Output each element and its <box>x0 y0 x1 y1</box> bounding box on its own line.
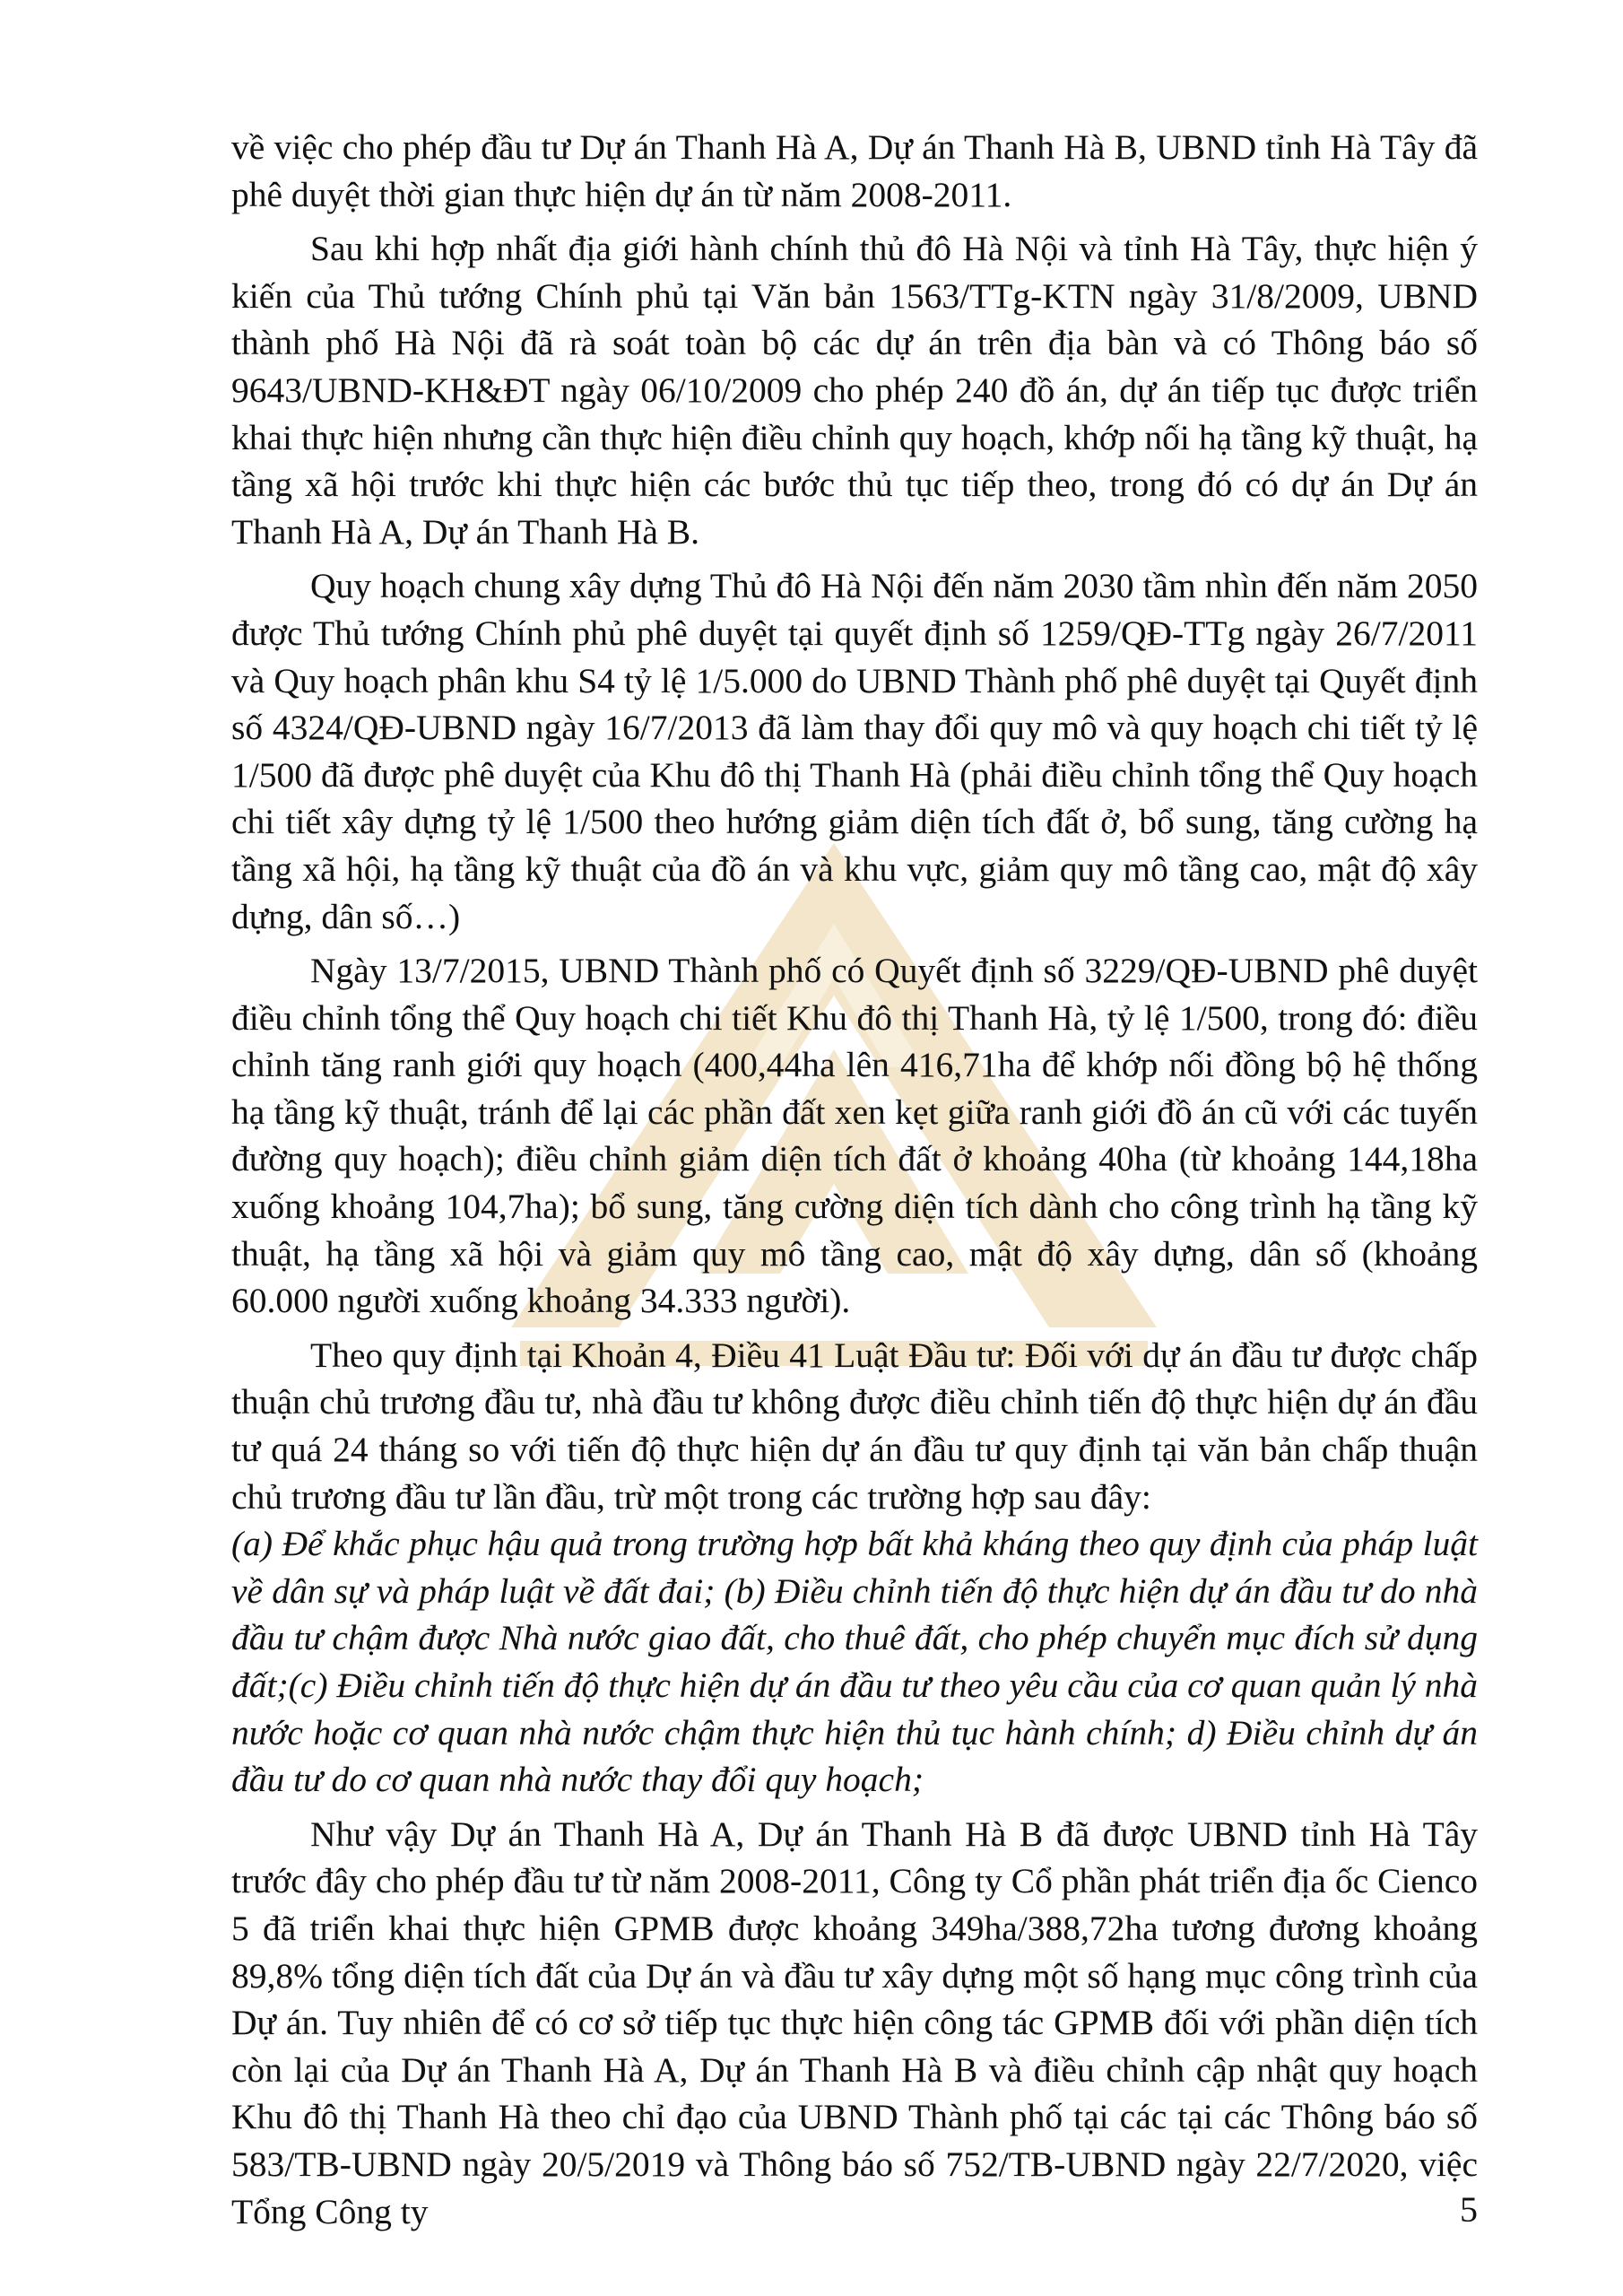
paragraph-3: Quy hoạch chung xây dựng Thủ đô Hà Nội đến năm 2030 tầm nhìn đến năm 2050 được Thủ tướng Chính phủ phê duyệt tại quyết định số 1259/QĐ-TTg ngày 26/7/2011 và Quy hoạch phân khu S4 tỷ lệ 1/5.000 do UBND Thành phố phê duyệt tại Quyết định số 4324/QĐ-UBND ngày 16/7/2013 đã làm thay đổi quy mô và quy hoạch chi tiết tỷ lệ 1/500 đã được phê duyệt của Khu đô thị Thanh Hà (phải điều chỉnh tổng thể Quy hoạch chi tiết xây dựng tỷ lệ 1/500 theo hướng giảm diện tích đất ở, bổ sung, tăng cường hạ tầng xã hội, hạ tầng kỹ thuật của đồ án và khu vực, giảm quy mô tầng cao, mật độ xây dựng, dân số…) <box>231 566 1478 936</box>
page-number: 5 <box>1460 2189 1478 2230</box>
paragraph-4: Ngày 13/7/2015, UBND Thành phố có Quyết định số 3229/QĐ-UBND phê duyệt điều chỉnh tổng thể Quy hoạch chi tiết Khu đô thị Thanh Hà, tỷ lệ 1/500, trong đó: điều chỉnh tăng ranh giới quy hoạch (400,44ha lên 416,71ha để khớp nối đồng bộ hệ thống hạ tầng kỹ thuật, tránh để lại các phần đất xen kẹt giữa ranh giới đồ án cũ với các tuyến đường quy hoạch); điều chỉnh giảm diện tích đất ở khoảng 40ha (từ khoảng 144,18ha xuống khoảng 104,7ha); bổ sung, tăng cường diện tích dành cho công trình hạ tầng kỹ thuật, hạ tầng xã hội và giảm quy mô tầng cao, mật độ xây dựng, dân số (khoảng 60.000 người xuống khoảng 34.333 người). <box>231 951 1478 1321</box>
paragraph-5-italic-clauses: (a) Để khắc phục hậu quả trong trường hợp bất khả kháng theo quy định của pháp luật về dân sự và pháp luật về đất đai; (b) Điều chỉnh tiến độ thực hiện dự án đầu tư do nhà đầu tư chậm được Nhà nước giao đất, cho thuê đất, cho phép chuyển mục đích sử dụng đất;(c) Điều chỉnh tiến độ thực hiện dự án đầu tư theo yêu cầu của cơ quan quản lý nhà nước hoặc cơ quan nhà nước chậm thực hiện thủ tục hành chính; d) Điều chỉnh dự án đầu tư do cơ quan nhà nước thay đổi quy hoạch; <box>231 1524 1478 1800</box>
paragraph-5: Theo quy định tại Khoản 4, Điều 41 Luật Đầu tư: Đối với dự án đầu tư được chấp thuận chủ trương đầu tư, nhà đầu tư không được điều chỉnh tiến độ thực hiện dự án đầu tư quá 24 tháng so với tiến độ thực hiện dự án đầu tư quy định tại văn bản chấp thuận chủ trương đầu tư lần đầu, trừ một trong các trường hợp sau đây: <box>231 1335 1478 1517</box>
paragraph-1: về việc cho phép đầu tư Dự án Thanh Hà A, Dự án Thanh Hà B, UBND tỉnh Hà Tây đã phê duyệt thời gian thực hiện dự án từ năm 2008-2011. <box>231 127 1478 214</box>
paragraph-6: Như vậy Dự án Thanh Hà A, Dự án Thanh Hà B đã được UBND tỉnh Hà Tây trước đây cho phép đầu tư từ năm 2008-2011, Công ty Cổ phần phát triển địa ốc Cienco 5 đã triển khai thực hiện GPMB được khoảng 349ha/388,72ha tương đương khoảng 89,8% tổng diện tích đất của Dự án và đầu tư xây dựng một số hạng mục công trình của Dự án. Tuy nhiên để có cơ sở tiếp tục thực hiện công tác GPMB đối với phần diện tích còn lại của Dự án Thanh Hà A, Dự án Thanh Hà B và điều chỉnh cập nhật quy hoạch Khu đô thị Thanh Hà theo chỉ đạo của UBND Thành phố tại các tại các Thông báo số 583/TB-UBND ngày 20/5/2019 và Thông báo số 752/TB-UBND ngày 22/7/2020, việc Tổng Công ty <box>231 1813 1478 2231</box>
document-body <box>231 124 1478 2242</box>
paragraph-2: Sau khi hợp nhất địa giới hành chính thủ đô Hà Nội và tỉnh Hà Tây, thực hiện ý kiến của Thủ tướng Chính phủ tại Văn bản 1563/TTg-KTN ngày 31/8/2009, UBND thành phố Hà Nội đã rà soát toàn bộ các dự án trên địa bàn và có Thông báo số 9643/UBND-KH&ĐT ngày 06/10/2009 cho phép 240 đồ án, dự án tiếp tục được triển khai thực hiện nhưng cần thực hiện điều chỉnh quy hoạch, khớp nối hạ tầng kỹ thuật, hạ tầng xã hội trước khi thực hiện các bước thủ tục tiếp theo, trong đó có dự án Dự án Thanh Hà A, Dự án Thanh Hà B. <box>231 229 1478 552</box>
